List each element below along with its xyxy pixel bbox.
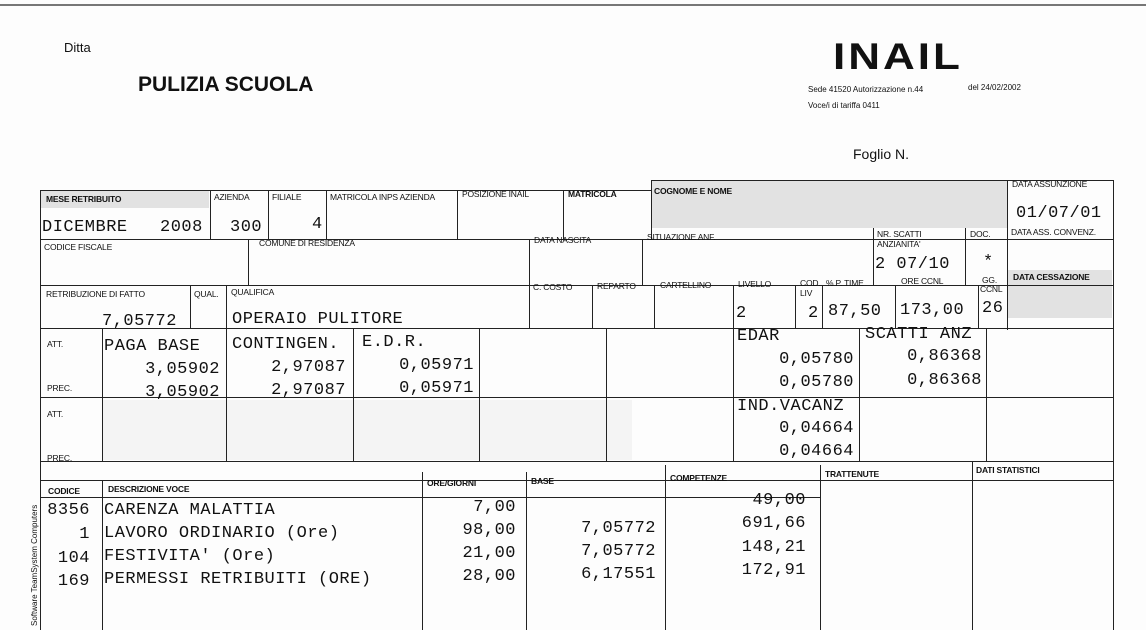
livello-value: 2 bbox=[736, 304, 747, 323]
sede-date: del 24/02/2002 bbox=[968, 83, 1021, 92]
line bbox=[563, 190, 564, 239]
prec-edar: 0,05780 bbox=[779, 373, 854, 392]
edar-label: EDAR bbox=[737, 327, 780, 346]
line bbox=[40, 480, 1114, 481]
voce-codice: 169 bbox=[57, 572, 90, 591]
retribuzione-label: RETRIBUZIONE DI FATTO bbox=[46, 289, 145, 299]
line bbox=[529, 239, 530, 329]
voce-descrizione: LAVORO ORDINARIO (Ore) bbox=[104, 524, 340, 543]
cod-liv-label-1: COD. bbox=[800, 278, 821, 288]
software-side-text: Software TeamSystem Computers bbox=[30, 504, 39, 626]
qualifica-value: OPERAIO PULITORE bbox=[232, 310, 404, 329]
prec-ind-vacanz: 0,04664 bbox=[779, 442, 854, 461]
comune-label: COMUNE DI RESIDENZA bbox=[259, 238, 355, 248]
ore-ccnl-label: ORE CCNL bbox=[901, 276, 944, 286]
azienda-label: AZIENDA bbox=[214, 192, 250, 202]
line bbox=[1113, 180, 1114, 630]
voce-ore: 98,00 bbox=[462, 521, 516, 540]
contingen-label: CONTINGEN. bbox=[232, 335, 340, 354]
qual-label: QUAL. bbox=[194, 289, 219, 299]
voce-ore: 7,00 bbox=[473, 498, 516, 517]
line bbox=[665, 465, 666, 630]
voce-tariffa: Voce/i di tariffa 0411 bbox=[808, 101, 880, 110]
doc-label: DOC. bbox=[970, 229, 991, 239]
line bbox=[210, 190, 211, 239]
retribuzione-value: 7,05772 bbox=[102, 312, 177, 331]
azienda-value: 300 bbox=[230, 218, 263, 237]
line bbox=[972, 461, 973, 630]
ind-vacanz-label: IND.VACANZ bbox=[737, 397, 845, 416]
line bbox=[895, 285, 896, 329]
codice-header: CODICE bbox=[48, 486, 80, 496]
cognome-label: COGNOME E NOME bbox=[654, 186, 732, 196]
qualifica-label: QUALIFICA bbox=[231, 287, 275, 297]
mese-month: DICEMBRE bbox=[42, 218, 128, 237]
p-time-label: % P. TIME bbox=[826, 278, 864, 288]
ore-ccnl-value: 173,00 bbox=[900, 301, 965, 320]
paga-base-label: PAGA BASE bbox=[104, 337, 201, 356]
line bbox=[40, 461, 1114, 462]
data-assunzione-label: DATA ASSUNZIONE bbox=[1012, 179, 1088, 189]
prec-scatti: 0,86368 bbox=[907, 371, 982, 390]
data-nascita-label: DATA NASCITA bbox=[534, 235, 592, 245]
line bbox=[326, 190, 327, 239]
descrizione-header: DESCRIZIONE VOCE bbox=[108, 484, 190, 494]
line bbox=[859, 328, 860, 461]
mese-year: 2008 bbox=[160, 218, 203, 237]
voce-ore: 28,00 bbox=[462, 567, 516, 586]
blank-shade bbox=[102, 400, 632, 460]
line bbox=[733, 285, 734, 461]
ditta-label: Ditta bbox=[64, 40, 91, 55]
att-contingen: 2,97087 bbox=[271, 358, 346, 377]
line bbox=[986, 328, 987, 461]
reparto-label: REPARTO bbox=[597, 281, 636, 291]
scatti-value: 2 07/10 bbox=[875, 255, 950, 274]
c-costo-label: C. COSTO bbox=[533, 282, 573, 292]
voce-descrizione: FESTIVITA' (Ore) bbox=[104, 547, 276, 566]
filiale-label: FILIALE bbox=[272, 192, 302, 202]
line bbox=[190, 285, 191, 329]
ore-giorni-header: ORE/GIORNI bbox=[427, 478, 477, 488]
p-time-value: 87,50 bbox=[828, 302, 882, 321]
line bbox=[226, 285, 227, 329]
base-header: BASE bbox=[531, 476, 554, 486]
att-edr: 0,05971 bbox=[399, 356, 474, 375]
codice-fiscale-label: CODICE FISCALE bbox=[44, 242, 113, 252]
voce-competenze: 49,00 bbox=[752, 491, 806, 510]
voce-base: 6,17551 bbox=[581, 565, 656, 584]
gg-ccnl-label-2: CCNL bbox=[980, 284, 1003, 294]
voce-descrizione: PERMESSI RETRIBUITI (ORE) bbox=[104, 570, 372, 589]
filiale-value: 4 bbox=[312, 215, 323, 234]
line bbox=[479, 328, 480, 461]
sede-line: Sede 41520 Autorizzazione n.44 bbox=[808, 85, 924, 94]
voce-codice: 8356 bbox=[47, 501, 90, 520]
att-paga-base: 3,05902 bbox=[145, 360, 220, 379]
att-scatti: 0,86368 bbox=[907, 347, 982, 366]
mese-label: MESE RETRIBUITO bbox=[46, 194, 122, 204]
voce-ore: 21,00 bbox=[462, 544, 516, 563]
prec-edr: 0,05971 bbox=[399, 379, 474, 398]
att-edar: 0,05780 bbox=[779, 350, 854, 369]
scatti-label-2: ANZIANITA' bbox=[877, 239, 921, 249]
att-label: ATT. bbox=[47, 339, 64, 349]
line bbox=[248, 239, 249, 285]
matricola-label: MATRICOLA bbox=[568, 189, 617, 199]
voce-codice: 104 bbox=[57, 549, 90, 568]
line bbox=[651, 180, 652, 239]
data-cessazione-label: DATA CESSAZIONE bbox=[1013, 272, 1090, 282]
company-name: PULIZIA SCUOLA bbox=[138, 73, 314, 96]
competenze-header: COMPETENZE bbox=[670, 473, 728, 483]
livello-label: LIVELLO bbox=[738, 279, 772, 289]
voce-competenze: 691,66 bbox=[741, 514, 806, 533]
line bbox=[820, 465, 821, 630]
gg-ccnl-value: 26 bbox=[982, 299, 1004, 318]
line bbox=[353, 328, 354, 461]
voce-base: 7,05772 bbox=[581, 519, 656, 538]
scan-edge bbox=[0, 4, 1146, 6]
att-label-2: ATT. bbox=[47, 409, 64, 419]
inail-logo: INAIL bbox=[833, 36, 963, 78]
gg-ccnl-label-1: GG. bbox=[982, 275, 997, 285]
line bbox=[642, 239, 643, 285]
voce-descrizione: CARENZA MALATTIA bbox=[104, 501, 276, 520]
foglio-label: Foglio N. bbox=[853, 146, 910, 162]
line bbox=[795, 285, 796, 329]
cartellino-label: CARTELLINO bbox=[660, 280, 712, 290]
line bbox=[592, 285, 593, 329]
data-ass-conv-label: DATA ASS. CONVENZ. bbox=[1011, 227, 1096, 237]
matricola-inps-label: MATRICOLA INPS AZIENDA bbox=[330, 192, 436, 202]
line bbox=[268, 190, 269, 239]
line bbox=[654, 285, 655, 329]
line bbox=[1007, 180, 1008, 330]
doc-value: * bbox=[983, 253, 994, 272]
line bbox=[965, 228, 966, 285]
voce-competenze: 148,21 bbox=[741, 538, 806, 557]
prec-paga-base: 3,05902 bbox=[145, 383, 220, 402]
trattenute-header: TRATTENUTE bbox=[825, 469, 880, 479]
edr-label: E.D.R. bbox=[362, 333, 427, 352]
voce-competenze: 172,91 bbox=[741, 561, 806, 580]
situazione-anf-label: SITUAZIONE ANF. bbox=[647, 232, 716, 242]
prec-label: PREC. bbox=[47, 383, 72, 393]
line bbox=[606, 328, 607, 461]
data-assunzione-value: 01/07/01 bbox=[1016, 204, 1102, 223]
line bbox=[226, 328, 227, 461]
prec-label-2: PREC. bbox=[47, 453, 72, 463]
cod-liv-label-2: LIV bbox=[800, 288, 813, 298]
cod-liv-value: 2 bbox=[808, 304, 819, 323]
line bbox=[822, 285, 823, 329]
dati-statistici-header: DATI STATISTICI bbox=[976, 465, 1040, 475]
voce-codice: 1 bbox=[79, 525, 90, 544]
posizione-inail-label: POSIZIONE INAIL bbox=[462, 189, 529, 199]
line bbox=[457, 190, 458, 239]
scatti-label-1: NR. SCATTI bbox=[877, 229, 922, 239]
voce-base: 7,05772 bbox=[581, 542, 656, 561]
line bbox=[40, 285, 1114, 286]
att-ind-vacanz: 0,04664 bbox=[779, 419, 854, 438]
prec-contingen: 2,97087 bbox=[271, 381, 346, 400]
scatti-anz-label: SCATTI ANZ bbox=[865, 325, 973, 344]
